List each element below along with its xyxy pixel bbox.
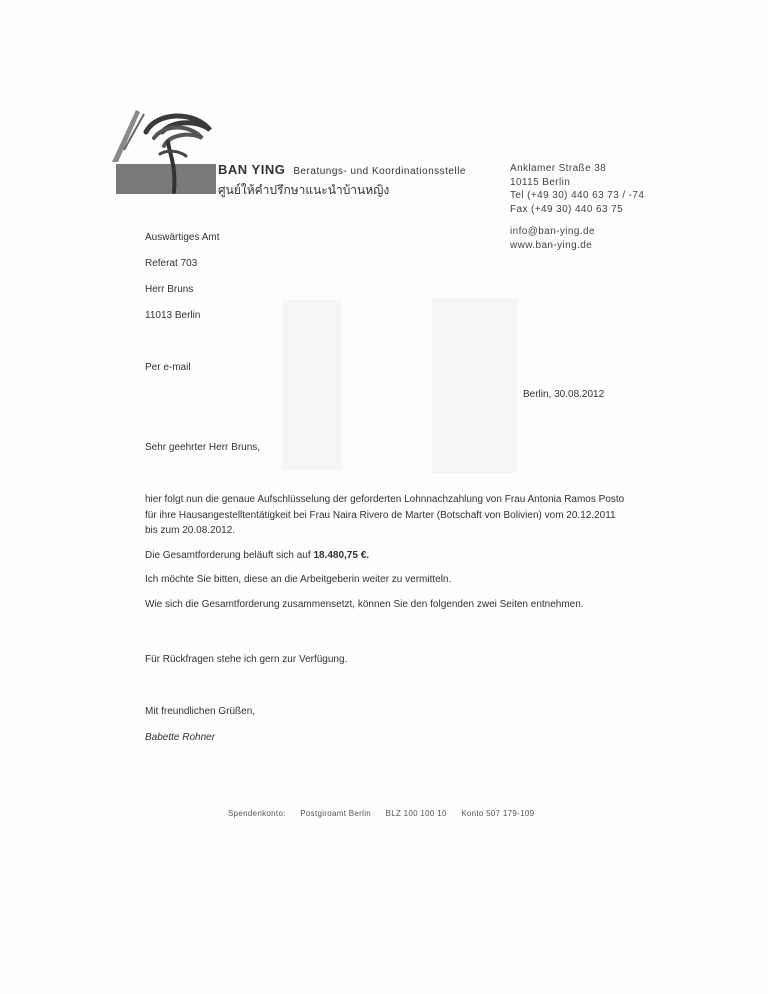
footer-bank: Postgiroamt Berlin	[300, 809, 372, 818]
body-paragraph: Wie sich die Gesamtforderung zusammensetzt, können Sie den folgenden zwei Seiten entnehmen.	[145, 598, 584, 610]
recipient-line: 11013 Berlin	[145, 310, 201, 321]
sender-address	[510, 162, 644, 216]
salutation: Sehr geehrter Herr Bruns,	[145, 442, 261, 453]
inquiry-note: Für Rückfragen stehe ich gern zur Verfügung.	[145, 654, 348, 665]
organization-subtitle: Beratungs- und Koordinationsstelle	[293, 166, 466, 177]
brand-name: BAN YING	[218, 162, 286, 177]
ban-ying-logo	[106, 102, 218, 202]
total-amount: 18.480,75 €.	[313, 549, 370, 561]
body-paragraph: Ich möchte Sie bitten, diese an die Arbeitgeberin weiter zu vermitteln.	[145, 574, 452, 585]
footer-konto: Konto 507 179-109	[461, 809, 535, 818]
organization-name	[218, 162, 466, 177]
recipient-address	[145, 232, 219, 336]
footer-bank-details	[228, 809, 546, 818]
address-fax: Fax (+49 30) 440 63 75	[510, 203, 624, 215]
address-phone: Tel (+49 30) 440 63 73 / -74	[510, 190, 645, 201]
sender-contact	[510, 225, 595, 252]
footer-blz: BLZ 100 100 10	[385, 809, 447, 818]
address-street: Anklamer Straße 38	[510, 163, 607, 174]
signature-name: Babette Rohner	[145, 732, 216, 743]
delivery-method: Per e-mail	[145, 362, 191, 373]
bleed-through-left	[282, 300, 342, 470]
footer-label: Spendenkonto:	[228, 809, 286, 818]
letter-body	[145, 492, 625, 621]
recipient-line: Auswärtiges Amt	[145, 232, 220, 243]
closing-phrase: Mit freundlichen Grüßen,	[145, 706, 256, 717]
bleed-through-right	[432, 298, 517, 473]
recipient-line: Referat 703	[145, 258, 198, 269]
address-city: 10115 Berlin	[510, 176, 571, 188]
letter-date: Berlin, 30.08.2012	[523, 389, 605, 400]
organization-thai-name: ศูนย์ให้คำปรึกษาแนะนำบ้านหญิง	[218, 183, 390, 197]
contact-email: info@ban-ying.de	[510, 226, 595, 237]
body-paragraph-amount	[145, 548, 625, 564]
amount-prefix: Die Gesamtforderung beläuft sich auf	[145, 549, 314, 561]
recipient-line: Herr Bruns	[145, 284, 194, 295]
contact-website: www.ban-ying.de	[510, 239, 593, 251]
body-paragraph: hier folgt nun die genaue Aufschlüsselung der geforderten Lohnnachzahlung von Frau Antonia Ramos Posto für ihre Hausangestelltentätigkeit bei Frau Naira Rivero de Marter (Botschaft von Bolivien) vom 20.12.2011 bis zum 20.08.2012.	[145, 494, 625, 536]
